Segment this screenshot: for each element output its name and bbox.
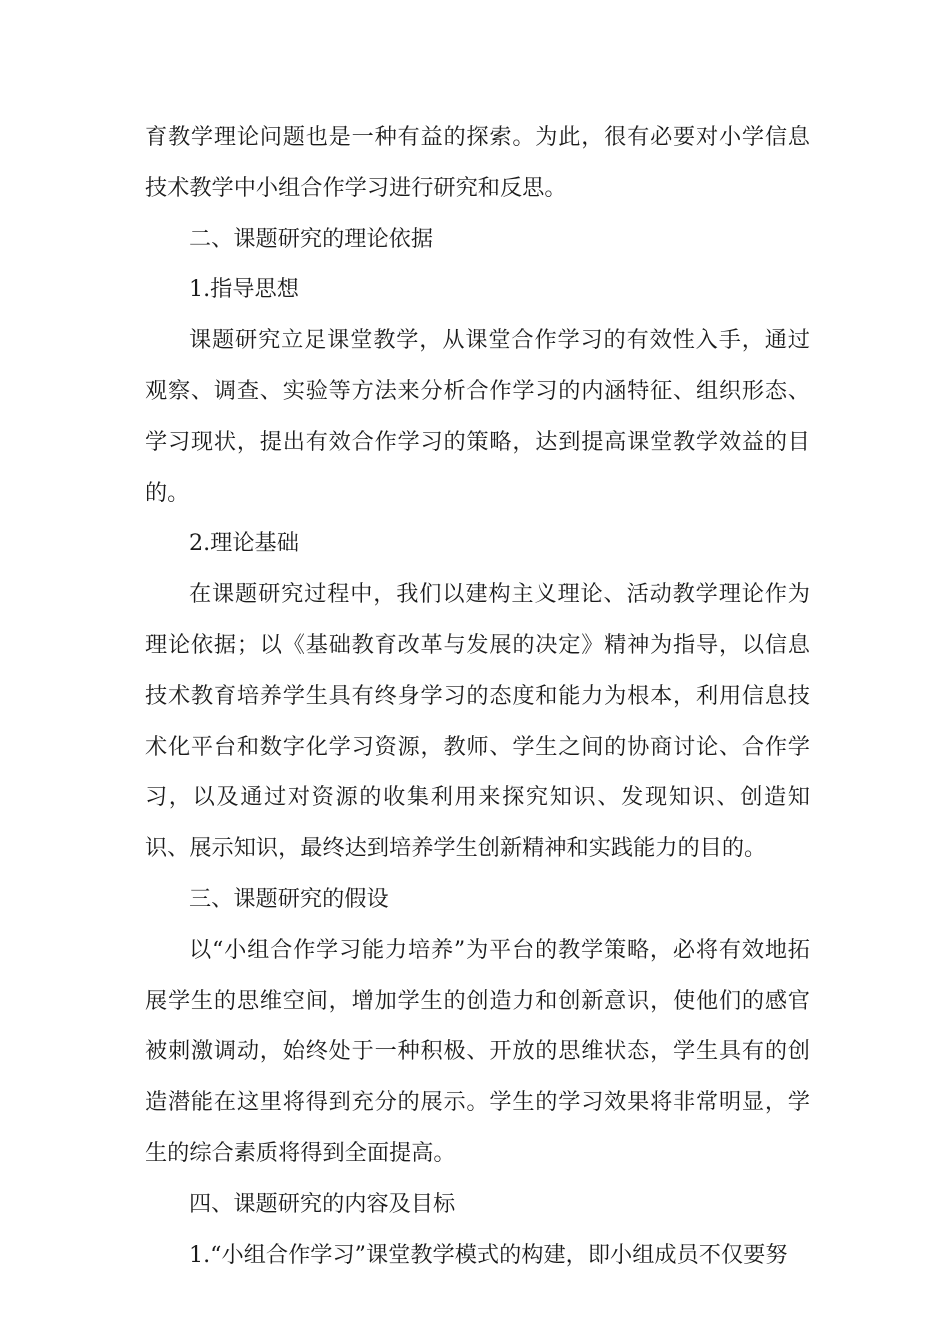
document-body <box>145 112 810 1280</box>
section-heading-hypothesis: 三、课题研究的假设 <box>189 885 389 912</box>
paragraph-continuation: 育教学理论问题也是一种有益的探索。为此，很有必要对小学信息技术教学中小组合作学习进行研究和反思。 <box>145 124 810 201</box>
section-heading-theory-basis: 二、课题研究的理论依据 <box>189 225 434 252</box>
paragraph-theory-foundation: 在课题研究过程中，我们以建构主义理论、活动教学理论作为理论依据；以《基础教育改革与发展的决定》精神为指导，以信息技术教育培养学生具有终身学习的态度和能力为根本，利用信息技术化平台和数字化学习资源，教师、学生之间的协商讨论、合作学习，以及通过对资源的收集利用来探究知识、发现知识、创造知识、展示知识，最终达到培养学生创新精神和实践能力的目的。 <box>145 581 810 862</box>
paragraph-content-goals-item-1: 1.“小组合作学习”课堂教学模式的构建，即小组成员不仅要努 <box>189 1241 788 1268</box>
subheading-guiding-idea: 1.指导思想 <box>189 276 299 303</box>
section-heading-content-goals: 四、课题研究的内容及目标 <box>189 1190 456 1217</box>
subheading-theory-foundation: 2.理论基础 <box>189 530 299 557</box>
paragraph-guiding-idea: 课题研究立足课堂教学，从课堂合作学习的有效性入手，通过观察、调查、实验等方法来分析合作学习的内涵特征、组织形态、学习现状，提出有效合作学习的策略，达到提高课堂教学效益的目的。 <box>145 327 810 506</box>
paragraph-hypothesis: 以“小组合作学习能力培养”为平台的教学策略，必将有效地拓展学生的思维空间，增加学生的创造力和创新意识，使他们的感官被刺激调动，始终处于一种积极、开放的思维状态，学生具有的创造潜能在这里将得到充分的展示。学生的学习效果将非常明显，学生的综合素质将得到全面提高。 <box>145 936 810 1166</box>
